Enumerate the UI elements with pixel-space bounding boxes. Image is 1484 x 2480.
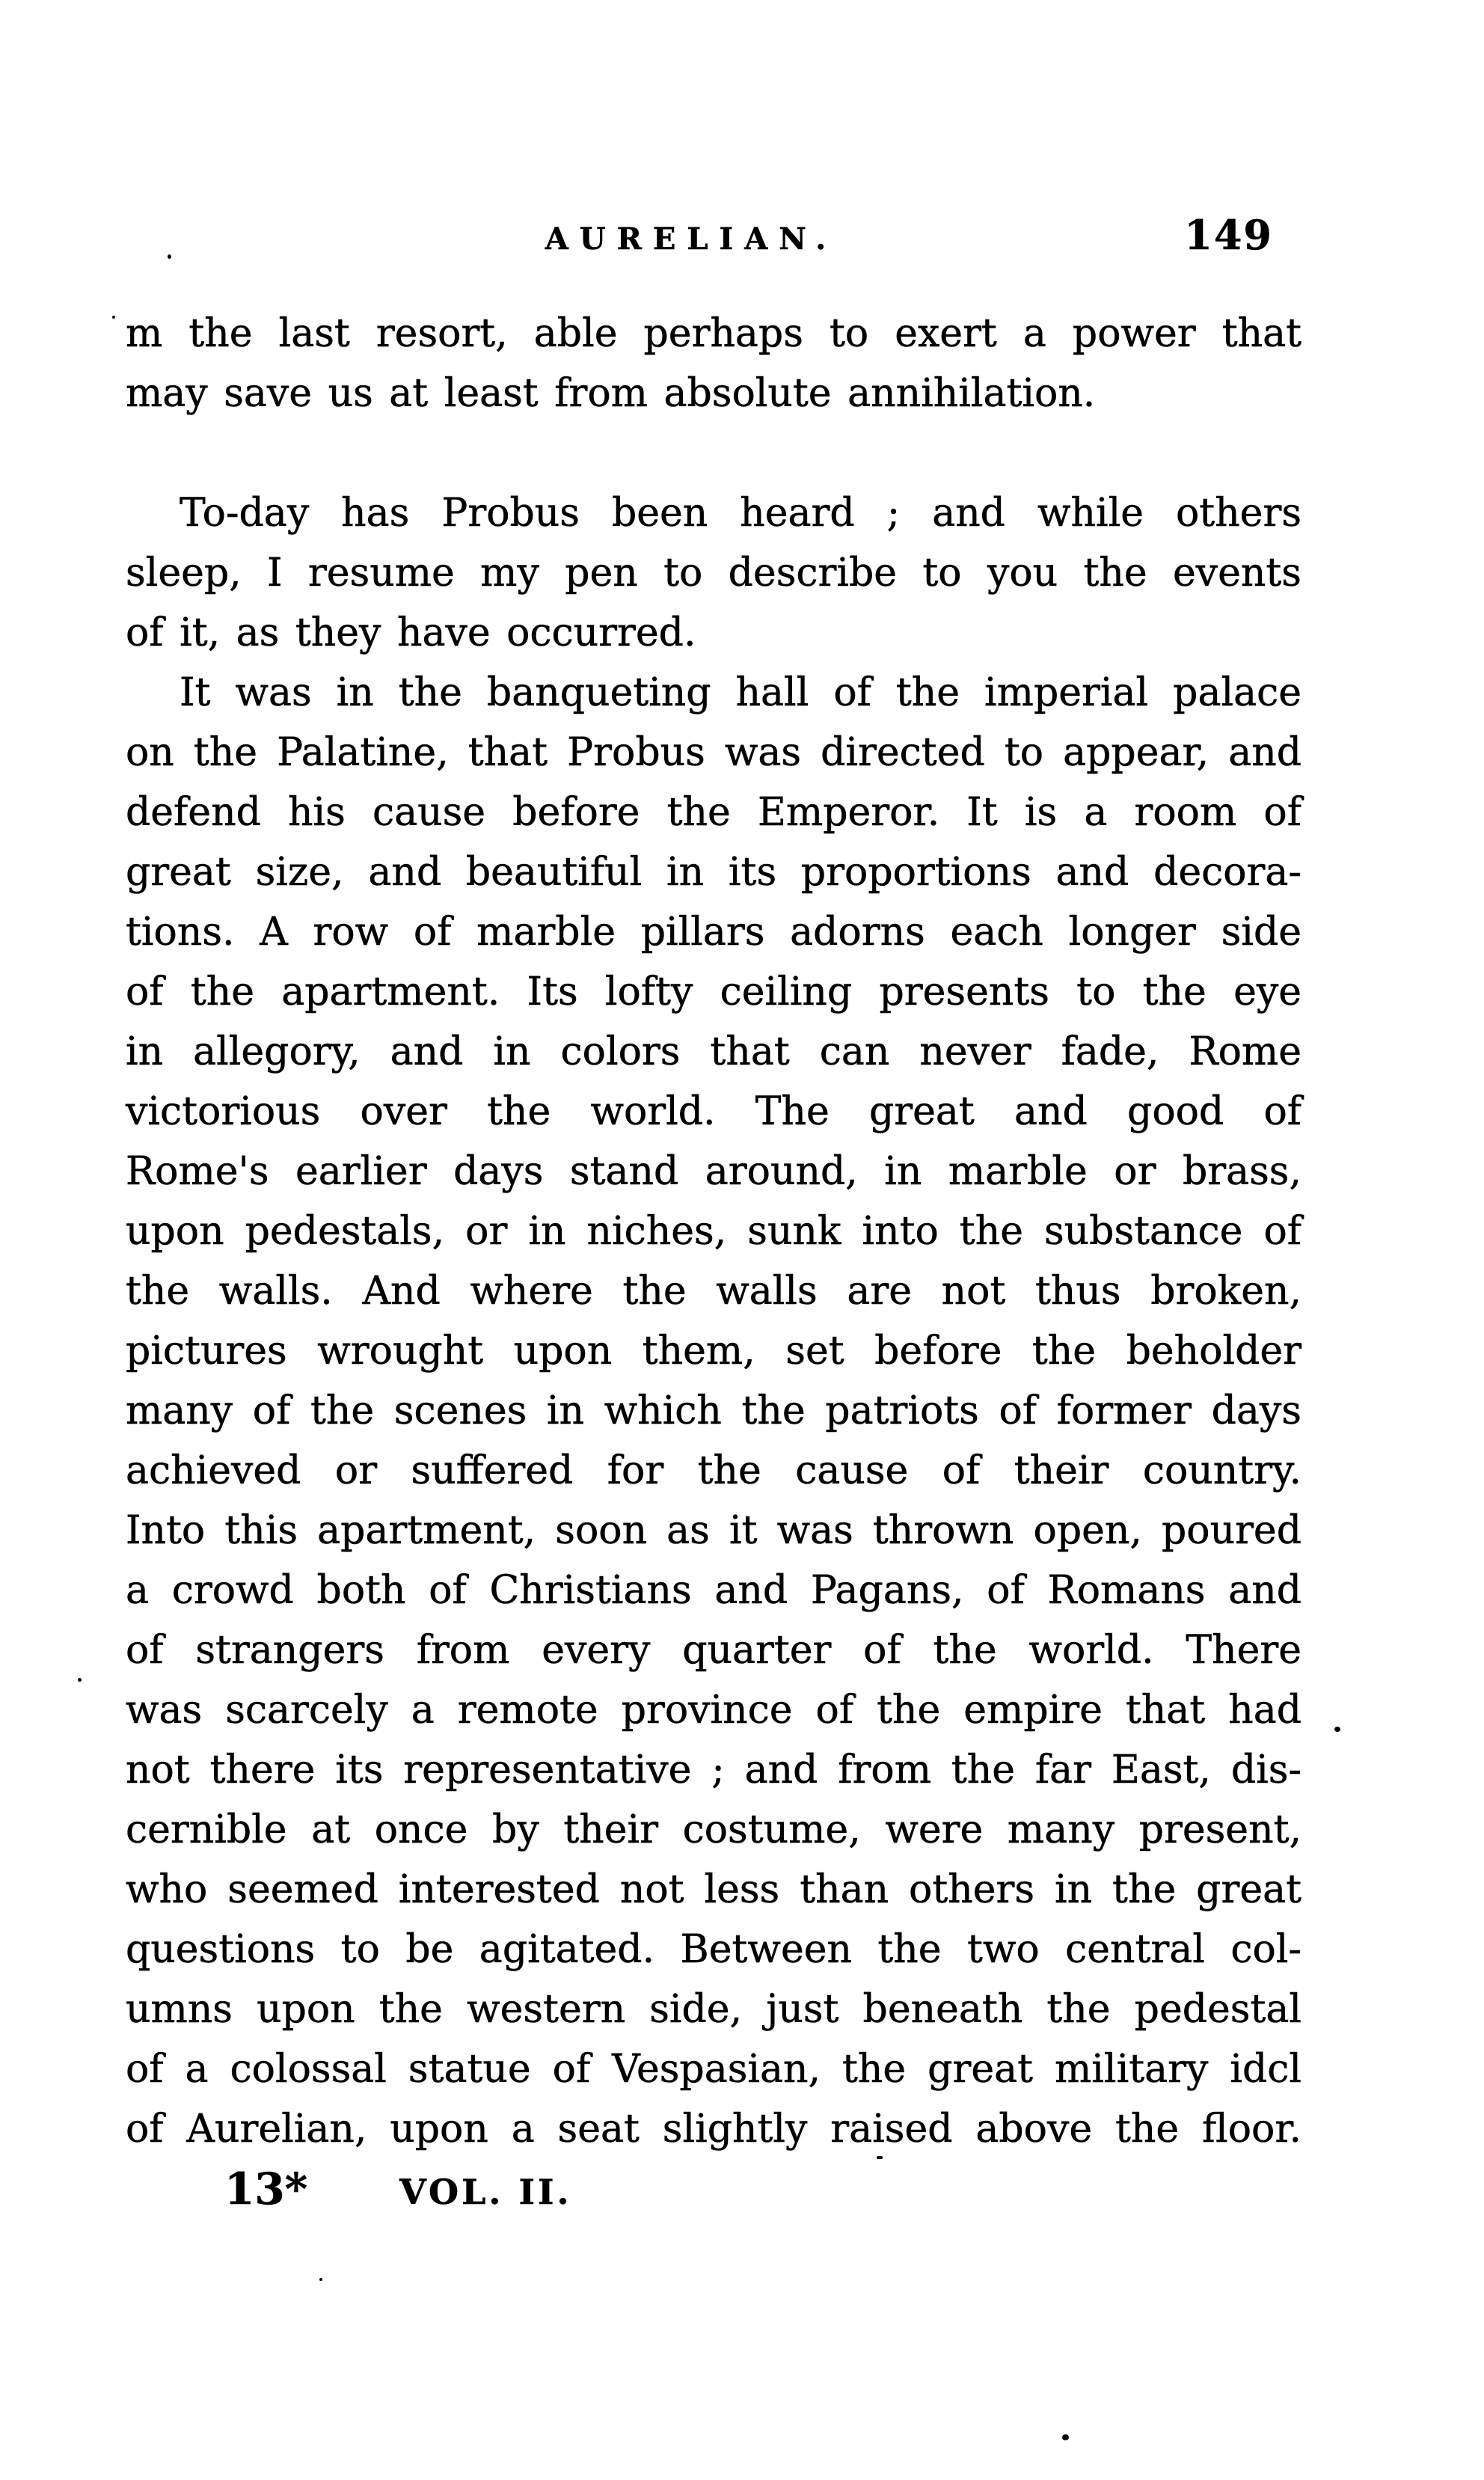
running-header [126,211,1301,274]
ink-speck [168,254,171,259]
text-line: sleep, I resume my pen to describe to you the events [126,551,1301,595]
text-line: To-day has Probus been heard ; and while others [180,491,1301,536]
ink-speck [78,1678,82,1682]
text-line: It was in the banqueting hall of the imperial palace [180,670,1301,715]
text-line: who seemed interested not less than others in the great [126,1867,1301,1912]
text-line: not there its representative ; and from the far East, dis- [126,1748,1301,1792]
text-line: victorious over the world. The great and good of [126,1089,1301,1134]
text-line: cernible at once by their costume, were many present, [126,1807,1301,1852]
ink-speck [1334,1727,1340,1732]
ink-speck [112,316,115,319]
text-line: of it, as they have occurred. [126,610,696,655]
text-line: on the Palatine, that Probus was directed to appear, and [126,730,1301,775]
ink-speck [1062,2434,1069,2440]
page-footer [126,2159,1301,2230]
text-line: the walls. And where the walls are not thus broken, [126,1269,1301,1314]
text-line: defend his cause before the Emperor. It is a room of [126,790,1301,835]
signature-mark: 13* [224,2164,308,2214]
text-line: pictures wrought upon them, set before the beholder [126,1329,1301,1374]
page-text [126,304,1301,2159]
text-line: of the apartment. Its lofty ceiling presents to the eye [126,970,1301,1014]
text-line: was scarcely a remote province of the empire that had [126,1688,1301,1733]
text-line: of strangers from every quarter of the world. There [126,1628,1301,1673]
text-line: of a colossal statue of Vespasian, the great military idcl [126,2047,1301,2092]
text-line: achieved or suffered for the cause of their country. [126,1448,1301,1493]
text-line: Rome's earlier days stand around, in marble or brass, [126,1149,1301,1194]
text-line: a crowd both of Christians and Pagans, of Romans and [126,1568,1301,1613]
text-line: of Aurelian, upon a seat slightly raised above the floor. [126,2107,1301,2152]
text-line: tions. A row of marble pillars adorns each longer side [126,910,1301,955]
page-title: AURELIAN. [545,221,838,257]
text-line: great size, and beautiful in its proportions and decora- [126,850,1301,895]
text-line: questions to be agitated. Between the two central col- [126,1927,1301,1972]
text-line: upon pedestals, or in niches, sunk into the substance of [126,1209,1301,1254]
volume-label: VOL. II. [399,2172,572,2212]
text-line: many of the scenes in which the patriots of former days [126,1389,1301,1433]
text-line: m the last resort, able perhaps to exert a power that [126,311,1301,356]
page-number: 149 [1184,211,1273,259]
ink-speck [877,2156,883,2159]
ink-speck [319,2278,322,2281]
text-line: Into this apartment, soon as it was thrown open, poured [126,1508,1301,1553]
text-line: may save us at least from absolute annihilation. [126,371,1096,416]
text-line: in allegory, and in colors that can never fade, Rome [126,1029,1301,1074]
text-line: umns upon the western side, just beneath the pedestal [126,1987,1301,2032]
